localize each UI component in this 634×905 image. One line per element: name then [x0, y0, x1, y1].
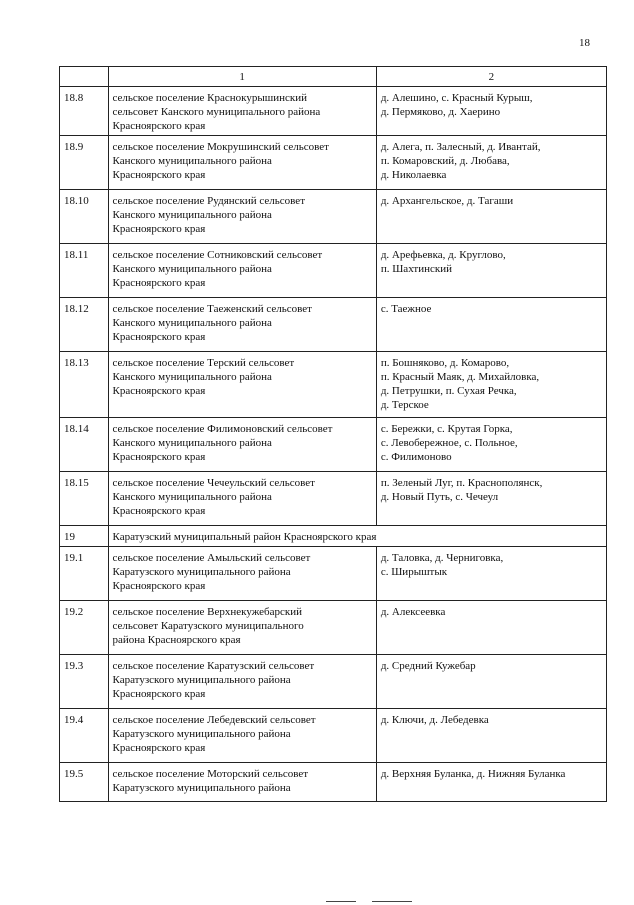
municipality-name-cell: сельское поселение Филимоновский сельсовет Канского муниципального района Красноярского края [108, 418, 376, 472]
row-number-cell: 18.13 [60, 352, 109, 418]
settlements-table [59, 66, 607, 802]
municipality-name-cell: сельское поселение Терский сельсовет Канского муниципального района Красноярского края [108, 352, 376, 418]
scan-mark [326, 901, 356, 902]
settlements-cell: п. Бошняково, д. Комарово, п. Красный Маяк, д. Михайловка, д. Петрушки, п. Сухая Речка, д. Терское [376, 352, 606, 418]
row-number-cell: 19.1 [60, 547, 109, 601]
settlements-cell: с. Таежное [376, 298, 606, 352]
row-number-cell: 19.5 [60, 763, 109, 802]
row-number-cell: 19 [60, 526, 109, 547]
settlements-cell: п. Зеленый Луг, п. Краснополянск, д. Новый Путь, с. Чечеул [376, 472, 606, 526]
table-row [60, 244, 607, 298]
header-cell-1: 1 [108, 67, 376, 87]
row-number-cell: 19.2 [60, 601, 109, 655]
municipality-name-cell: сельское поселение Амыльский сельсовет Каратузского муниципального района Красноярского края [108, 547, 376, 601]
settlements-cell: д. Ключи, д. Лебедевка [376, 709, 606, 763]
row-number-cell: 18.12 [60, 298, 109, 352]
municipality-name-cell: сельское поселение Краснокурышинский сельсовет Канского муниципального района Красноярского края [108, 87, 376, 136]
municipality-name-cell: сельское поселение Чечеульский сельсовет Канского муниципального района Красноярского края [108, 472, 376, 526]
table-row [60, 763, 607, 802]
row-number-cell: 18.14 [60, 418, 109, 472]
table-row [60, 87, 607, 136]
table-row [60, 655, 607, 709]
settlements-cell: д. Алексеевка [376, 601, 606, 655]
settlements-cell: д. Арефьевка, д. Круглово, п. Шахтинский [376, 244, 606, 298]
municipality-name-cell: сельское поселение Таеженский сельсовет Канского муниципального района Красноярского края [108, 298, 376, 352]
table-row [60, 352, 607, 418]
page-number: 18 [579, 37, 590, 49]
table-row [60, 547, 607, 601]
municipality-name-cell: сельское поселение Рудянский сельсовет Канского муниципального района Красноярского края [108, 190, 376, 244]
settlements-cell: д. Верхняя Буланка, д. Нижняя Буланка [376, 763, 606, 802]
table-header-row [60, 67, 607, 87]
settlements-cell: д. Архангельское, д. Тагаши [376, 190, 606, 244]
table-row [60, 418, 607, 472]
row-number-cell: 19.3 [60, 655, 109, 709]
table-row [60, 298, 607, 352]
settlements-cell: д. Таловка, д. Черниговка, с. Ширыштык [376, 547, 606, 601]
header-cell-num [60, 67, 109, 87]
settlements-cell: д. Средний Кужебар [376, 655, 606, 709]
municipality-name-cell: сельское поселение Лебедевский сельсовет Каратузского муниципального района Красноярского края [108, 709, 376, 763]
settlements-cell: д. Алешино, с. Красный Курыш, д. Пермяково, д. Хаерино [376, 87, 606, 136]
row-number-cell: 18.15 [60, 472, 109, 526]
row-number-cell: 19.4 [60, 709, 109, 763]
row-number-cell: 18.9 [60, 136, 109, 190]
table-row [60, 526, 607, 547]
settlements-cell: д. Алега, п. Залесный, д. Ивантай, п. Комаровский, д. Любава, д. Николаевка [376, 136, 606, 190]
municipality-name-cell: сельское поселение Сотниковский сельсовет Канского муниципального района Красноярского края [108, 244, 376, 298]
row-number-cell: 18.10 [60, 190, 109, 244]
municipality-name-cell: сельское поселение Мокрушинский сельсовет Канского муниципального района Красноярского края [108, 136, 376, 190]
scan-mark [372, 901, 412, 902]
table-row [60, 709, 607, 763]
municipality-name-cell: сельское поселение Верхнекужебарский сельсовет Каратузского муниципального района Красноярского края [108, 601, 376, 655]
row-number-cell: 18.8 [60, 87, 109, 136]
table-row [60, 190, 607, 244]
table-row [60, 136, 607, 190]
header-cell-2: 2 [376, 67, 606, 87]
settlements-cell: с. Бережки, с. Крутая Горка, с. Левобережное, с. Польное, с. Филимоново [376, 418, 606, 472]
table-row [60, 601, 607, 655]
district-name-cell: Каратузский муниципальный район Красноярского края [108, 526, 607, 547]
table-row [60, 472, 607, 526]
row-number-cell: 18.11 [60, 244, 109, 298]
municipality-name-cell: сельское поселение Моторский сельсовет Каратузского муниципального района [108, 763, 376, 802]
municipality-name-cell: сельское поселение Каратузский сельсовет Каратузского муниципального района Красноярского края [108, 655, 376, 709]
